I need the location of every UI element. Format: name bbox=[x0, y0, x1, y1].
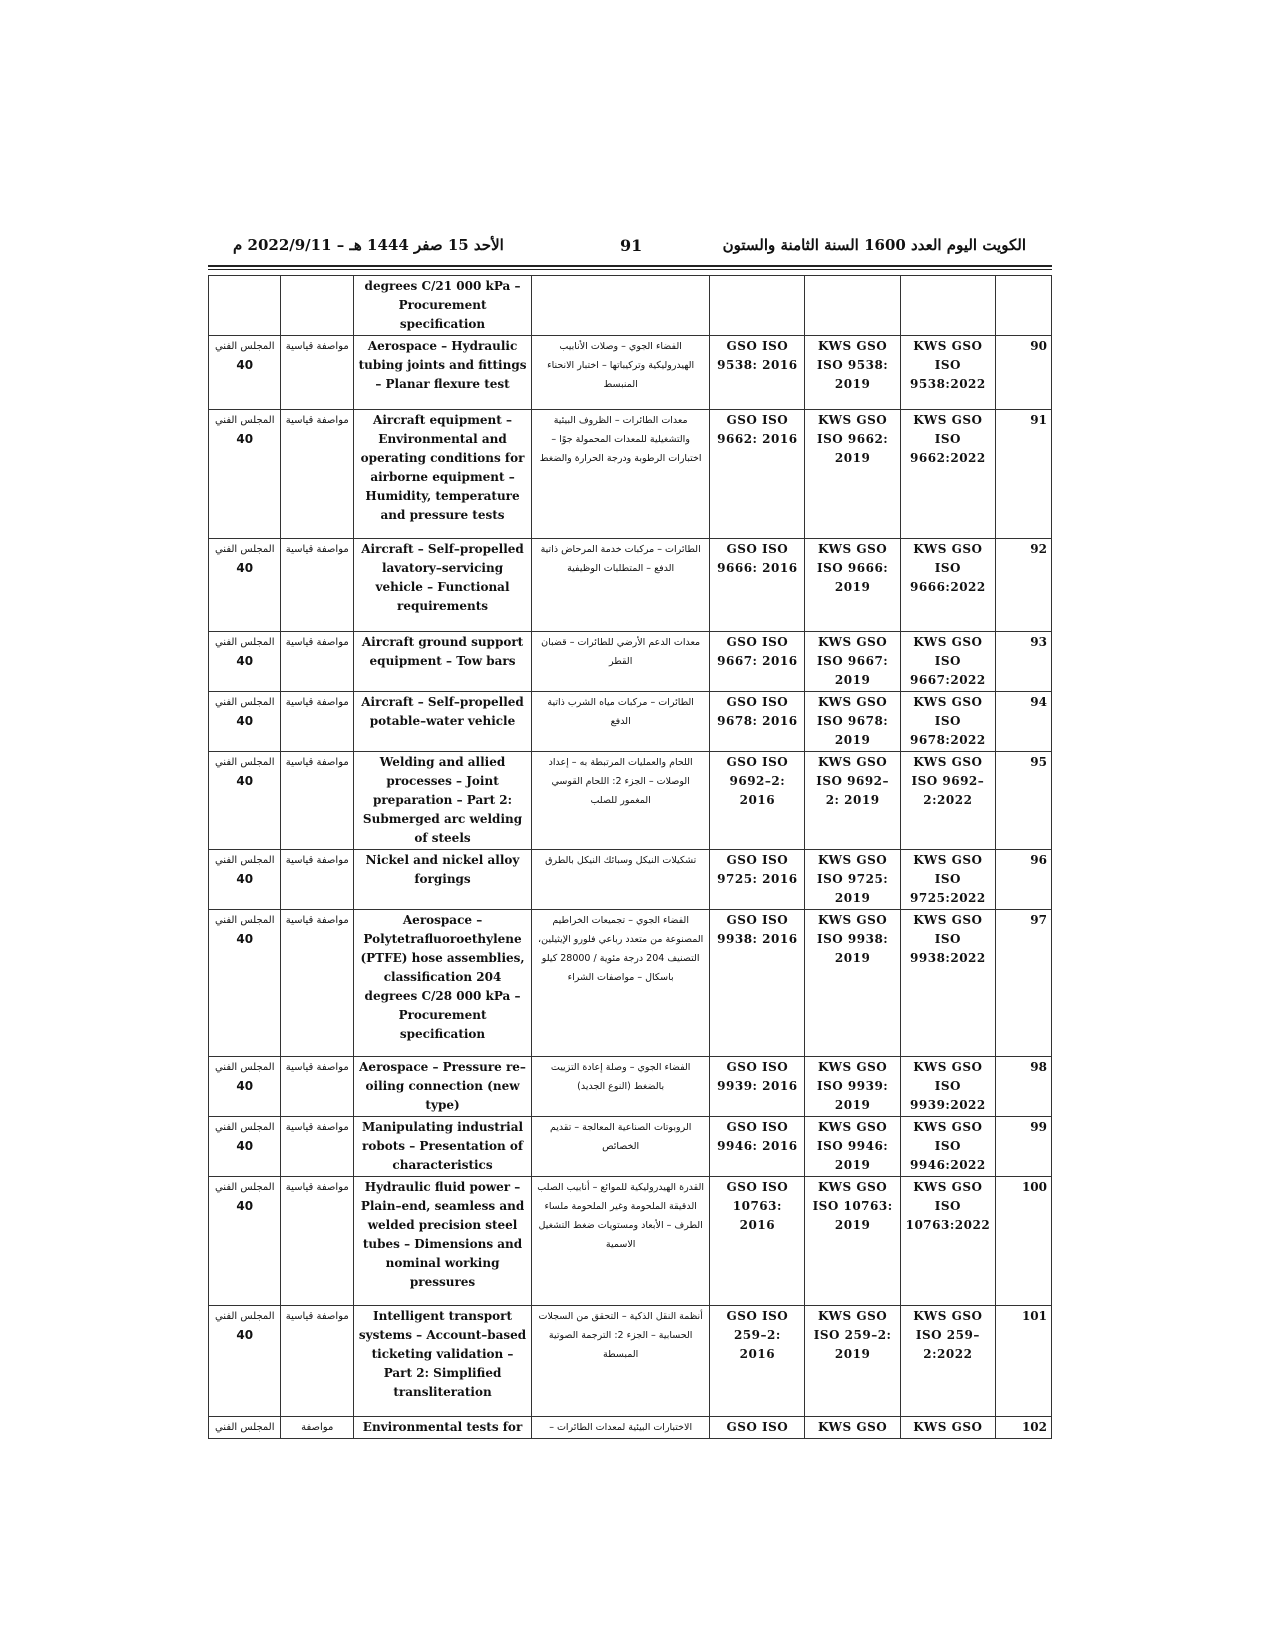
standard-type-cell: مواصفة قياسية bbox=[281, 1117, 353, 1177]
kws-old-reference-cell: KWS GSO ISO 9938: 2019 bbox=[805, 910, 900, 1057]
council-label: المجلس الفني bbox=[214, 1311, 275, 1322]
council-number: 40 bbox=[236, 872, 254, 886]
arabic-title-cell: الفضاء الجوي – وصلات الأنابيب الهيدروليكية وتركيباتها – اختبار الانحناء المنبسط bbox=[532, 336, 710, 410]
page-number: 91 bbox=[620, 236, 643, 255]
row-number-cell: 101 bbox=[996, 1306, 1052, 1417]
english-title-cell: Nickel and nickel alloy forgings bbox=[353, 850, 531, 910]
kws-new-reference-cell: KWS GSO ISO 9725:2022 bbox=[900, 850, 995, 910]
kws-old-reference-cell: KWS GSO ISO 9678: 2019 bbox=[805, 692, 900, 752]
english-title-cell: Aerospace – Hydraulic tubing joints and fittings – Planar flexure test bbox=[353, 336, 531, 410]
english-title-cell: Hydraulic fluid power – Plain–end, seamless and welded precision steel tubes – Dimensions and nominal working pressures bbox=[353, 1177, 531, 1306]
kws-old-reference-cell: KWS GSO ISO 9946: 2019 bbox=[805, 1117, 900, 1177]
kws-old-reference-cell: KWS GSO ISO 9666: 2019 bbox=[805, 539, 900, 632]
kws-new-reference-cell: KWS GSO ISO 259–2:2022 bbox=[900, 1306, 995, 1417]
council-label: المجلس الفني bbox=[214, 637, 275, 648]
arabic-title-cell: اللحام والعمليات المرتبطة به – إعداد الوصلات – الجزء 2: اللحام القوسي المغمور للصلب bbox=[532, 752, 710, 850]
row-number-cell: 96 bbox=[996, 850, 1052, 910]
kws-old-reference-cell bbox=[805, 276, 900, 336]
council-number: 40 bbox=[236, 654, 254, 668]
council-number: 40 bbox=[236, 358, 254, 372]
kws-new-reference-cell bbox=[900, 276, 995, 336]
kws-old-reference-cell: KWS GSO ISO 9662: 2019 bbox=[805, 410, 900, 539]
kws-new-reference-cell: KWS GSO ISO 9662:2022 bbox=[900, 410, 995, 539]
arabic-title-cell: الروبوتات الصناعية المعالجة – تقديم الخصائص bbox=[532, 1117, 710, 1177]
kws-new-reference-cell: KWS GSO ISO 9938:2022 bbox=[900, 910, 995, 1057]
council-cell bbox=[209, 539, 281, 632]
row-number-cell: 92 bbox=[996, 539, 1052, 632]
arabic-title-cell bbox=[532, 276, 710, 336]
kws-old-reference-cell: KWS GSO ISO 9692–2: 2019 bbox=[805, 752, 900, 850]
council-number: 40 bbox=[236, 1199, 254, 1213]
row-number-cell: 97 bbox=[996, 910, 1052, 1057]
arabic-title-cell: تشكيلات النيكل وسبائك النيكل بالطرق bbox=[532, 850, 710, 910]
council-label: المجلس الفني bbox=[214, 544, 275, 555]
row-number-cell: 95 bbox=[996, 752, 1052, 850]
council-cell bbox=[209, 276, 281, 336]
table-row bbox=[209, 1177, 1052, 1306]
council-number: 40 bbox=[236, 1328, 254, 1342]
council-label: المجلس الفني bbox=[214, 757, 275, 768]
council-cell bbox=[209, 1177, 281, 1306]
council-cell bbox=[209, 1117, 281, 1177]
gso-reference-cell bbox=[710, 276, 805, 336]
english-title-cell: Manipulating industrial robots – Presentation of characteristics bbox=[353, 1117, 531, 1177]
standard-type-cell bbox=[281, 276, 353, 336]
gso-reference-cell: GSO ISO 9662: 2016 bbox=[710, 410, 805, 539]
council-label: المجلس الفني bbox=[214, 341, 275, 352]
kws-new-reference-cell: KWS GSO ISO 9678:2022 bbox=[900, 692, 995, 752]
gso-reference-cell: GSO ISO 9938: 2016 bbox=[710, 910, 805, 1057]
table-row bbox=[209, 1117, 1052, 1177]
council-cell bbox=[209, 410, 281, 539]
kws-new-reference-cell: KWS GSO bbox=[900, 1417, 995, 1439]
kws-old-reference-cell: KWS GSO ISO 9725: 2019 bbox=[805, 850, 900, 910]
kws-old-reference-cell: KWS GSO ISO 9939: 2019 bbox=[805, 1057, 900, 1117]
gso-reference-cell: GSO ISO 9725: 2016 bbox=[710, 850, 805, 910]
arabic-title-cell: الطائرات – مركبات خدمة المرحاض ذاتية الدفع – المتطلبات الوظيفية bbox=[532, 539, 710, 632]
gso-reference-cell: GSO ISO 9946: 2016 bbox=[710, 1117, 805, 1177]
kws-new-reference-cell: KWS GSO ISO 9538:2022 bbox=[900, 336, 995, 410]
arabic-title-cell: معدات الدعم الأرضي للطائرات – قضبان القطر bbox=[532, 632, 710, 692]
table-row bbox=[209, 752, 1052, 850]
english-title-cell: Welding and allied processes – Joint preparation – Part 2: Submerged arc welding of steels bbox=[353, 752, 531, 850]
gso-reference-cell: GSO ISO 10763: 2016 bbox=[710, 1177, 805, 1306]
english-title-cell: Aircraft ground support equipment – Tow bars bbox=[353, 632, 531, 692]
english-title-cell: Aerospace – Polytetrafluoroethylene (PTFE) hose assemblies, classification 204 degrees C/28 000 kPa – Procurement specification bbox=[353, 910, 531, 1057]
standard-type-cell: مواصفة قياسية bbox=[281, 410, 353, 539]
council-number: 40 bbox=[236, 1139, 254, 1153]
council-number: 40 bbox=[236, 932, 254, 946]
council-cell bbox=[209, 336, 281, 410]
table-row bbox=[209, 632, 1052, 692]
council-cell bbox=[209, 692, 281, 752]
arabic-title-cell: الاختبارات البيئية لمعدات الطائرات – bbox=[532, 1417, 710, 1439]
kws-new-reference-cell: KWS GSO ISO 9667:2022 bbox=[900, 632, 995, 692]
header-rule bbox=[208, 265, 1052, 267]
table-row bbox=[209, 1306, 1052, 1417]
gso-reference-cell: GSO ISO 9939: 2016 bbox=[710, 1057, 805, 1117]
english-title-cell: Intelligent transport systems – Account–based ticketing validation – Part 2: Simplified transliteration bbox=[353, 1306, 531, 1417]
arabic-title-cell: الطائرات – مركبات مياه الشرب ذاتية الدفع bbox=[532, 692, 710, 752]
row-number-cell: 93 bbox=[996, 632, 1052, 692]
standard-type-cell: مواصفة قياسية bbox=[281, 850, 353, 910]
council-label: المجلس الفني bbox=[214, 1422, 275, 1433]
header-issue: الكويت اليوم العدد 1600 السنة الثامنة والستون bbox=[722, 236, 1026, 254]
english-title-cell: Aircraft – Self–propelled potable–water vehicle bbox=[353, 692, 531, 752]
table-row bbox=[209, 850, 1052, 910]
council-label: المجلس الفني bbox=[214, 697, 275, 708]
row-number-cell bbox=[996, 276, 1052, 336]
council-label: المجلس الفني bbox=[214, 915, 275, 926]
row-number-cell: 91 bbox=[996, 410, 1052, 539]
standard-type-cell: مواصفة قياسية bbox=[281, 752, 353, 850]
council-cell bbox=[209, 1417, 281, 1439]
table-row bbox=[209, 410, 1052, 539]
council-cell bbox=[209, 1057, 281, 1117]
table-row bbox=[209, 910, 1052, 1057]
arabic-title-cell: أنظمة النقل الذكية – التحقق من السجلات الحسابية – الجزء 2: الترجمة الصوتية المبسطة bbox=[532, 1306, 710, 1417]
council-number: 40 bbox=[236, 432, 254, 446]
standard-type-cell: مواصفة قياسية bbox=[281, 1177, 353, 1306]
gso-reference-cell: GSO ISO 9692–2: 2016 bbox=[710, 752, 805, 850]
council-cell bbox=[209, 910, 281, 1057]
table-row bbox=[209, 692, 1052, 752]
page-header bbox=[233, 236, 1026, 260]
english-title-cell: Aircraft equipment – Environmental and operating conditions for airborne equipment – Humidity, temperature and pressure tests bbox=[353, 410, 531, 539]
kws-new-reference-cell: KWS GSO ISO 9692–2:2022 bbox=[900, 752, 995, 850]
row-number-cell: 100 bbox=[996, 1177, 1052, 1306]
gso-reference-cell: GSO ISO 9538: 2016 bbox=[710, 336, 805, 410]
row-number-cell: 94 bbox=[996, 692, 1052, 752]
standard-type-cell: مواصفة قياسية bbox=[281, 1057, 353, 1117]
standard-type-cell: مواصفة قياسية bbox=[281, 1306, 353, 1417]
council-cell bbox=[209, 752, 281, 850]
table-row bbox=[209, 1417, 1052, 1439]
row-number-cell: 102 bbox=[996, 1417, 1052, 1439]
standard-type-cell: مواصفة قياسية bbox=[281, 692, 353, 752]
kws-old-reference-cell: KWS GSO ISO 9538: 2019 bbox=[805, 336, 900, 410]
arabic-title-cell: الفضاء الجوي – تجميعات الخراطيم المصنوعة من متعدد رباعي فلورو الإيثيلين، التصنيف 204 درجة مئوية / 28000 كيلو باسكال – مواصفات الشراء bbox=[532, 910, 710, 1057]
header-rule-thin bbox=[208, 269, 1052, 270]
english-title-cell: Aerospace – Pressure re–oiling connection (new type) bbox=[353, 1057, 531, 1117]
standard-type-cell: مواصفة قياسية bbox=[281, 632, 353, 692]
standard-type-cell: مواصفة قياسية bbox=[281, 336, 353, 410]
council-label: المجلس الفني bbox=[214, 415, 275, 426]
council-number: 40 bbox=[236, 561, 254, 575]
english-title-cell: degrees C/21 000 kPa – Procurement specification bbox=[353, 276, 531, 336]
council-cell bbox=[209, 1306, 281, 1417]
council-cell bbox=[209, 850, 281, 910]
kws-new-reference-cell: KWS GSO ISO 10763:2022 bbox=[900, 1177, 995, 1306]
gso-reference-cell: GSO ISO 9678: 2016 bbox=[710, 692, 805, 752]
row-number-cell: 99 bbox=[996, 1117, 1052, 1177]
standard-type-cell: مواصفة bbox=[281, 1417, 353, 1439]
kws-old-reference-cell: KWS GSO ISO 9667: 2019 bbox=[805, 632, 900, 692]
council-cell bbox=[209, 632, 281, 692]
standard-type-cell: مواصفة قياسية bbox=[281, 910, 353, 1057]
standards-table bbox=[208, 275, 1052, 1439]
table-row bbox=[209, 336, 1052, 410]
kws-new-reference-cell: KWS GSO ISO 9946:2022 bbox=[900, 1117, 995, 1177]
council-label: المجلس الفني bbox=[214, 855, 275, 866]
row-number-cell: 90 bbox=[996, 336, 1052, 410]
kws-old-reference-cell: KWS GSO bbox=[805, 1417, 900, 1439]
standard-type-cell: مواصفة قياسية bbox=[281, 539, 353, 632]
council-number: 40 bbox=[236, 1079, 254, 1093]
council-label: المجلس الفني bbox=[214, 1182, 275, 1193]
english-title-cell: Aircraft – Self–propelled lavatory–servicing vehicle – Functional requirements bbox=[353, 539, 531, 632]
kws-old-reference-cell: KWS GSO ISO 10763: 2019 bbox=[805, 1177, 900, 1306]
kws-old-reference-cell: KWS GSO ISO 259–2: 2019 bbox=[805, 1306, 900, 1417]
kws-new-reference-cell: KWS GSO ISO 9666:2022 bbox=[900, 539, 995, 632]
council-number: 40 bbox=[236, 714, 254, 728]
table-row bbox=[209, 539, 1052, 632]
council-label: المجلس الفني bbox=[214, 1062, 275, 1073]
table-row bbox=[209, 1057, 1052, 1117]
gso-reference-cell: GSO ISO 9667: 2016 bbox=[710, 632, 805, 692]
gso-reference-cell: GSO ISO 259–2: 2016 bbox=[710, 1306, 805, 1417]
english-title-cell: Environmental tests for bbox=[353, 1417, 531, 1439]
kws-new-reference-cell: KWS GSO ISO 9939:2022 bbox=[900, 1057, 995, 1117]
arabic-title-cell: القدرة الهيدروليكية للموائع – أنابيب الصلب الدقيقة الملحومة وغير الملحومة ملساء الطرف – الأبعاد ومستويات ضغط التشغيل الاسمية bbox=[532, 1177, 710, 1306]
council-number: 40 bbox=[236, 774, 254, 788]
gso-reference-cell: GSO ISO 9666: 2016 bbox=[710, 539, 805, 632]
arabic-title-cell: الفضاء الجوي – وصلة إعادة التزييت بالضغط (النوع الجديد) bbox=[532, 1057, 710, 1117]
row-number-cell: 98 bbox=[996, 1057, 1052, 1117]
table-row bbox=[209, 276, 1052, 336]
gso-reference-cell: GSO ISO bbox=[710, 1417, 805, 1439]
header-date: الأحد 15 صفر 1444 هـ – 2022/9/11 م bbox=[233, 236, 504, 254]
arabic-title-cell: معدات الطائرات – الظروف البيئية والتشغيلية للمعدات المحمولة جوًا – اختبارات الرطوبة ودرجة الحرارة والضغط bbox=[532, 410, 710, 539]
council-label: المجلس الفني bbox=[214, 1122, 275, 1133]
